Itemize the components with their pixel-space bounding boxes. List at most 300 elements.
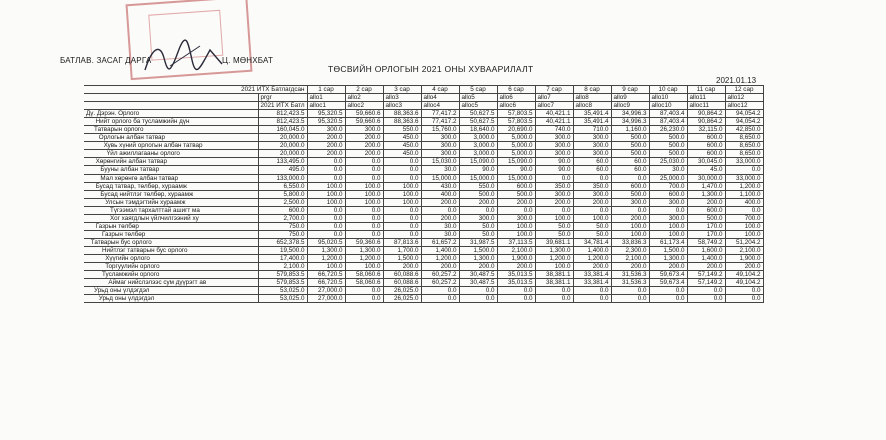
month-value: 100.0 — [725, 230, 763, 238]
month-value: 87,403.4 — [649, 110, 687, 118]
month-value: 59,660.6 — [345, 110, 383, 118]
month-value: 300.0 — [497, 214, 535, 222]
month-value: 1,600.0 — [687, 246, 725, 254]
approved-value: 2,700.0 — [258, 214, 307, 222]
month-value: 49,104.2 — [725, 271, 763, 279]
month-value: 200.0 — [573, 198, 611, 206]
month-value: 500.0 — [649, 150, 687, 158]
month-value: 1,300.0 — [687, 190, 725, 198]
row-label: Газрын төлбөр — [84, 222, 258, 230]
table-row — [84, 134, 763, 142]
month-value: 200.0 — [573, 263, 611, 271]
month-value: 5,000.0 — [497, 150, 535, 158]
signature — [140, 38, 230, 78]
month-value: 58,060.6 — [345, 271, 383, 279]
month-value: 33,000.0 — [725, 158, 763, 166]
month-value: 50.0 — [459, 222, 497, 230]
month-value: 0.0 — [345, 166, 383, 174]
month-value: 400.0 — [421, 190, 459, 198]
month-value: 200.0 — [421, 214, 459, 222]
approved-value: 750.0 — [258, 222, 307, 230]
alloc-header: alloc12 — [725, 102, 763, 110]
month-value: 300.0 — [573, 142, 611, 150]
month-value: 60,088.6 — [383, 271, 421, 279]
month-value: 200.0 — [383, 263, 421, 271]
month-value: 0.0 — [307, 206, 345, 214]
month-value: 300.0 — [535, 150, 573, 158]
month-value: 0.0 — [687, 295, 725, 303]
month-value: 30,487.5 — [459, 271, 497, 279]
month-value: 100.0 — [307, 263, 345, 271]
month-value: 100.0 — [573, 214, 611, 222]
table-row — [84, 126, 763, 134]
month-value: 200.0 — [421, 263, 459, 271]
month-value: 49,104.2 — [725, 279, 763, 287]
month-value: 30,487.5 — [459, 279, 497, 287]
month-value: 0.0 — [307, 214, 345, 222]
month-value: 0.0 — [497, 287, 535, 295]
month-value: 0.0 — [611, 287, 649, 295]
table-row — [84, 118, 763, 126]
header-row-alloc — [84, 102, 763, 110]
month-value: 57,149.2 — [687, 279, 725, 287]
month-value: 0.0 — [345, 174, 383, 182]
month-value: 1,200.0 — [725, 182, 763, 190]
budget-table — [84, 85, 764, 303]
month-value: 34,781.4 — [573, 238, 611, 246]
month-value: 33,381.4 — [573, 271, 611, 279]
approved-value: 495.0 — [258, 166, 307, 174]
month-value: 450.0 — [383, 142, 421, 150]
row-label: Тусламжийн орлого — [84, 271, 258, 279]
allo-header: allo7 — [535, 94, 573, 102]
row-label: Аймаг нийслэлээс сум дүүрэгт ав — [84, 279, 258, 287]
month-value: 3,000.0 — [459, 134, 497, 142]
month-value: 1,160.0 — [611, 126, 649, 134]
month-value: 450.0 — [383, 150, 421, 158]
month-value: 0.0 — [611, 174, 649, 182]
month-value: 30.0 — [421, 166, 459, 174]
row-label: Улсын тэмдэгтийн хураамж — [84, 198, 258, 206]
month-value: 0.0 — [345, 230, 383, 238]
month-value: 300.0 — [535, 134, 573, 142]
month-value: 40,421.1 — [535, 110, 573, 118]
month-value: 200.0 — [535, 198, 573, 206]
month-value: 50,627.5 — [459, 110, 497, 118]
month-value: 0.0 — [383, 158, 421, 166]
month-value: 15,760.0 — [421, 126, 459, 134]
month-value: 3,000.0 — [459, 142, 497, 150]
month-value: 500.0 — [611, 142, 649, 150]
month-value: 100.0 — [725, 222, 763, 230]
month-value: 50.0 — [459, 230, 497, 238]
month-value: 50.0 — [573, 230, 611, 238]
month-value: 0.0 — [573, 174, 611, 182]
table-row — [84, 238, 763, 246]
month-value: 1,470.0 — [687, 182, 725, 190]
month-value: 5,000.0 — [497, 134, 535, 142]
month-value: 200.0 — [307, 150, 345, 158]
month-value: 31,987.5 — [459, 238, 497, 246]
allo-header: allo9 — [611, 94, 649, 102]
month-value: 300.0 — [421, 134, 459, 142]
month-value: 0.0 — [725, 166, 763, 174]
allo-header: allo5 — [459, 94, 497, 102]
month-value: 1,400.0 — [573, 246, 611, 254]
month-value: 100.0 — [497, 222, 535, 230]
month-value: 100.0 — [383, 190, 421, 198]
month-value: 31,536.3 — [611, 271, 649, 279]
allo-header: allo6 — [497, 94, 535, 102]
month-value: 550.0 — [383, 126, 421, 134]
table-row — [84, 246, 763, 254]
month-value: 50.0 — [535, 230, 573, 238]
month-value: 0.0 — [383, 206, 421, 214]
month-value: 33,000.0 — [725, 174, 763, 182]
month-value: 60,088.6 — [383, 279, 421, 287]
allo-header: allo10 — [649, 94, 687, 102]
month-value: 1,200.0 — [573, 254, 611, 262]
month-value: 0.0 — [573, 295, 611, 303]
month-value: 100.0 — [611, 230, 649, 238]
month-value: 0.0 — [535, 295, 573, 303]
header-row-allo — [84, 94, 763, 102]
month-value: 500.0 — [649, 142, 687, 150]
month-value: 25,030.0 — [649, 158, 687, 166]
table-row — [84, 142, 763, 150]
month-value: 90.0 — [535, 166, 573, 174]
month-value: 600.0 — [649, 190, 687, 198]
month-value: 60.0 — [611, 158, 649, 166]
month-value: 35,013.5 — [497, 271, 535, 279]
month-value: 600.0 — [497, 182, 535, 190]
approved-value: 53,025.0 — [258, 287, 307, 295]
month-value: 60,257.2 — [421, 279, 459, 287]
allo-header: allo1 — [307, 94, 345, 102]
row-label: Урьд оны үлдэгдэл — [84, 295, 258, 303]
month-value: 0.0 — [573, 287, 611, 295]
month-value: 200.0 — [497, 198, 535, 206]
row-label: Орлогын албан татвар — [84, 134, 258, 142]
month-value: 200.0 — [345, 150, 383, 158]
month-value: 0.0 — [307, 158, 345, 166]
table-row — [84, 230, 763, 238]
month-value: 26,230.0 — [649, 126, 687, 134]
month-value: 0.0 — [611, 295, 649, 303]
month-value: 90.0 — [535, 158, 573, 166]
month-value: 1,900.0 — [725, 254, 763, 262]
month-value: 61,657.2 — [421, 238, 459, 246]
month-value: 35,013.5 — [497, 279, 535, 287]
month-header: 6 сар — [497, 86, 535, 94]
month-value: 66,720.5 — [307, 271, 345, 279]
month-value: 26,025.0 — [383, 295, 421, 303]
month-value: 200.0 — [497, 263, 535, 271]
month-value: 1,500.0 — [649, 246, 687, 254]
row-label: Бусад татвар, төлбөр, хураамж — [84, 182, 258, 190]
approve-label: БАТЛАВ. ЗАСАГ ДАРГА — [60, 56, 152, 65]
month-value: 37,113.5 — [497, 238, 535, 246]
month-value: 300.0 — [573, 134, 611, 142]
month-value: 300.0 — [421, 142, 459, 150]
month-value: 600.0 — [687, 142, 725, 150]
alloc-header: alloc8 — [573, 102, 611, 110]
month-value: 0.0 — [459, 287, 497, 295]
month-value: 88,363.6 — [383, 118, 421, 126]
month-value: 100.0 — [383, 182, 421, 190]
month-value: 8,650.0 — [725, 134, 763, 142]
month-value: 87,813.6 — [383, 238, 421, 246]
month-value: 200.0 — [345, 134, 383, 142]
month-value: 0.0 — [307, 166, 345, 174]
allo-header: allo11 — [687, 94, 725, 102]
month-value: 0.0 — [535, 287, 573, 295]
month-value: 40,421.1 — [535, 118, 573, 126]
row-label: Хүүгийн орлого — [84, 254, 258, 262]
month-value: 35,491.4 — [573, 118, 611, 126]
allo-header: allo3 — [383, 94, 421, 102]
month-value: 500.0 — [459, 190, 497, 198]
allo-header: allo4 — [421, 94, 459, 102]
month-value: 1,300.0 — [649, 254, 687, 262]
month-value: 300.0 — [421, 150, 459, 158]
approved-value: 20,000.0 — [258, 150, 307, 158]
month-header: 12 сар — [725, 86, 763, 94]
month-value: 15,090.0 — [497, 158, 535, 166]
month-value: 27,000.0 — [307, 287, 345, 295]
row-label: Татварын бус орлого — [84, 238, 258, 246]
table-row — [84, 190, 763, 198]
month-value: 0.0 — [535, 174, 573, 182]
month-value: 0.0 — [725, 295, 763, 303]
month-value: 15,090.0 — [459, 158, 497, 166]
month-value: 34,996.3 — [611, 110, 649, 118]
month-value: 200.0 — [459, 263, 497, 271]
month-value: 100.0 — [345, 182, 383, 190]
month-value: 0.0 — [649, 295, 687, 303]
month-value: 1,300.0 — [535, 246, 573, 254]
alloc-header: alloc9 — [611, 102, 649, 110]
table-row — [84, 254, 763, 262]
month-header: 1 сар — [307, 86, 345, 94]
month-value: 0.0 — [307, 230, 345, 238]
month-value: 66,720.5 — [307, 279, 345, 287]
month-value: 0.0 — [307, 222, 345, 230]
month-value: 1,700.0 — [383, 246, 421, 254]
month-value: 400.0 — [725, 198, 763, 206]
month-value: 95,320.5 — [307, 118, 345, 126]
month-value: 39,681.1 — [535, 238, 573, 246]
month-value: 0.0 — [649, 287, 687, 295]
month-value: 0.0 — [383, 174, 421, 182]
month-value: 30.0 — [421, 230, 459, 238]
month-value: 32,115.0 — [687, 126, 725, 134]
month-value: 5,000.0 — [497, 142, 535, 150]
row-label: Бусад нийтлэг төлбөр, хураамж — [84, 190, 258, 198]
month-value: 500.0 — [611, 134, 649, 142]
month-value: 61,173.4 — [649, 238, 687, 246]
month-value: 550.0 — [459, 182, 497, 190]
month-value: 0.0 — [459, 206, 497, 214]
month-value: 600.0 — [611, 182, 649, 190]
row-label: Торгуулийн орлого — [84, 263, 258, 271]
row-label: Хог хаягдлын үйлчилгээний ху — [84, 214, 258, 222]
month-value: 1,300.0 — [307, 246, 345, 254]
month-value: 60.0 — [573, 166, 611, 174]
month-value: 0.0 — [383, 166, 421, 174]
month-value: 90,864.2 — [687, 110, 725, 118]
row-label: Дү. Дэрэн. Орлого — [84, 110, 258, 118]
table-row — [84, 279, 763, 287]
table-row — [84, 263, 763, 271]
month-value: 60.0 — [611, 166, 649, 174]
month-value: 100.0 — [497, 230, 535, 238]
month-value: 100.0 — [383, 198, 421, 206]
month-value: 450.0 — [383, 134, 421, 142]
month-header: 11 сар — [687, 86, 725, 94]
month-value: 1,900.0 — [497, 254, 535, 262]
month-value: 0.0 — [497, 295, 535, 303]
month-value: 300.0 — [459, 214, 497, 222]
month-value: 0.0 — [383, 214, 421, 222]
table-row — [84, 182, 763, 190]
month-value: 8,650.0 — [725, 150, 763, 158]
month-value: 300.0 — [535, 190, 573, 198]
month-value: 2,100.0 — [497, 246, 535, 254]
month-value: 1,200.0 — [535, 254, 573, 262]
month-value: 30.0 — [649, 166, 687, 174]
row-label: Үйл ажиллагааны орлого — [84, 150, 258, 158]
month-value: 0.0 — [725, 287, 763, 295]
allo-header: allo2 — [345, 94, 383, 102]
month-value: 0.0 — [687, 287, 725, 295]
month-value: 88,363.6 — [383, 110, 421, 118]
month-value: 77,417.2 — [421, 118, 459, 126]
alloc-header: alloc2 — [345, 102, 383, 110]
month-value: 430.0 — [421, 182, 459, 190]
alloc-header: alloc5 — [459, 102, 497, 110]
row-label: Түгээмэл тархалттай ашигт ма — [84, 206, 258, 214]
month-value: 500.0 — [497, 190, 535, 198]
month-value: 59,360.6 — [345, 238, 383, 246]
approved-value: 652,378.5 — [258, 238, 307, 246]
month-header: 3 сар — [383, 86, 421, 94]
month-value: 18,640.0 — [459, 126, 497, 134]
row-label: Бууны албан татвар — [84, 166, 258, 174]
alloc-header: alloc1 — [307, 102, 345, 110]
month-value: 100.0 — [649, 230, 687, 238]
corner-label: 2021 ИТХ Батлагдсан — [84, 86, 307, 94]
month-value: 600.0 — [687, 206, 725, 214]
approved-value: 2,500.0 — [258, 198, 307, 206]
month-value: 200.0 — [421, 198, 459, 206]
month-value: 700.0 — [649, 182, 687, 190]
month-value: 0.0 — [421, 295, 459, 303]
month-value: 15,000.0 — [459, 174, 497, 182]
month-value: 51,204.2 — [725, 238, 763, 246]
month-value: 77,417.2 — [421, 110, 459, 118]
row-label: Мал хөрөнгө албан татвар — [84, 174, 258, 182]
month-value: 740.0 — [535, 126, 573, 134]
allo-header: allo8 — [573, 94, 611, 102]
month-value: 8,650.0 — [725, 142, 763, 150]
month-value: 0.0 — [573, 206, 611, 214]
approved-value: 20,000.0 — [258, 142, 307, 150]
month-value: 59,673.4 — [649, 271, 687, 279]
month-value: 0.0 — [649, 206, 687, 214]
month-value: 100.0 — [307, 182, 345, 190]
month-value: 31,536.3 — [611, 279, 649, 287]
month-value: 710.0 — [573, 126, 611, 134]
month-value: 200.0 — [649, 263, 687, 271]
alloc-header: alloc10 — [649, 102, 687, 110]
header-row-months — [84, 86, 763, 94]
month-value: 60,257.2 — [421, 271, 459, 279]
month-value: 300.0 — [307, 126, 345, 134]
alloc-header: alloc6 — [497, 102, 535, 110]
month-value: 25,000.0 — [649, 174, 687, 182]
month-header: 7 сар — [535, 86, 573, 94]
month-value: 1,100.0 — [725, 190, 763, 198]
month-header: 10 сар — [649, 86, 687, 94]
approved-value: 600.0 — [258, 206, 307, 214]
alloc-header: alloc3 — [383, 102, 421, 110]
month-value: 200.0 — [725, 263, 763, 271]
month-value: 0.0 — [345, 222, 383, 230]
month-value: 300.0 — [535, 142, 573, 150]
table-row — [84, 158, 763, 166]
blank-cell — [84, 102, 258, 110]
month-value: 1,400.0 — [687, 254, 725, 262]
month-value: 1,200.0 — [421, 254, 459, 262]
month-value: 94,054.2 — [725, 118, 763, 126]
table-row — [84, 174, 763, 182]
row-label: Татварын орлого — [84, 126, 258, 134]
month-value: 38,381.1 — [535, 271, 573, 279]
month-value: 500.0 — [611, 190, 649, 198]
month-value: 15,030.0 — [421, 158, 459, 166]
document-date: 2021.01.13 — [716, 76, 757, 85]
month-value: 60.0 — [573, 158, 611, 166]
month-value: 95,020.5 — [307, 238, 345, 246]
approved-value: 2,100.0 — [258, 263, 307, 271]
month-value: 90.0 — [497, 166, 535, 174]
approved-value: 160,045.0 — [258, 126, 307, 134]
month-value: 15,000.0 — [497, 174, 535, 182]
month-value: 0.0 — [345, 295, 383, 303]
month-value: 200.0 — [611, 214, 649, 222]
month-value: 30.0 — [421, 222, 459, 230]
month-value: 300.0 — [345, 126, 383, 134]
table-row — [84, 110, 763, 118]
month-value: 30,045.0 — [687, 158, 725, 166]
month-value: 3,000.0 — [459, 150, 497, 158]
month-value: 500.0 — [649, 134, 687, 142]
table-row — [84, 222, 763, 230]
month-value: 0.0 — [345, 158, 383, 166]
month-value: 200.0 — [687, 198, 725, 206]
month-value: 200.0 — [459, 198, 497, 206]
month-value: 200.0 — [345, 142, 383, 150]
month-value: 1,500.0 — [383, 254, 421, 262]
month-value: 0.0 — [345, 206, 383, 214]
month-value: 45.0 — [687, 166, 725, 174]
month-value: 100.0 — [535, 214, 573, 222]
month-value: 2,100.0 — [725, 246, 763, 254]
row-label: Нийт орлого ба тусламжийн дүн — [84, 118, 258, 126]
table-row — [84, 166, 763, 174]
month-value: 0.0 — [535, 206, 573, 214]
